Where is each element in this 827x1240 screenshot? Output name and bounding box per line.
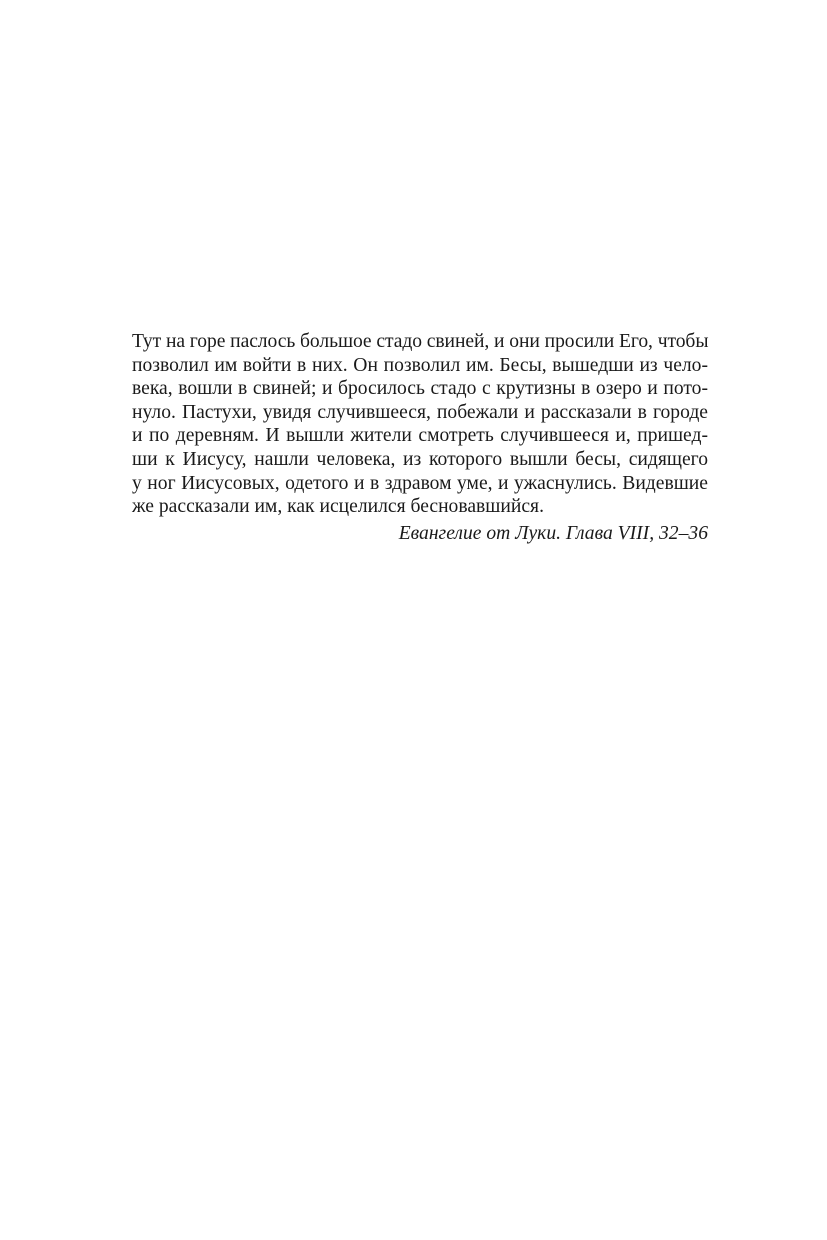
epigraph-source: Евангелие от Луки. Глава VIII, 32–36 bbox=[398, 522, 708, 544]
epigraph-line-6: ши к Иисусу, нашли человека, из которого вышли бесы, сидящего bbox=[132, 448, 708, 470]
epigraph-line-1: Тут на горе паслось большое стадо свиней, и они просили Его, чтобы bbox=[132, 331, 709, 352]
epigraph-line-3: века, вошли в свиней; и бросилось стадо с крутизны в озеро и пото- bbox=[132, 378, 708, 400]
epigraph-line-2: позволил им войти в них. Он позволил им. Бесы, вышедши из чело- bbox=[132, 354, 708, 376]
epigraph-line-8: же рассказали им, как исцелился бесновавшийся. bbox=[132, 496, 544, 518]
epigraph-line-5: и по деревням. И вышли жители смотреть случившееся и, пришед- bbox=[132, 425, 708, 447]
epigraph-line-4: нуло. Пастухи, увидя случившееся, побежали и рассказали в городе bbox=[132, 401, 708, 423]
epigraph-line-7: у ног Иисусовых, одетого и в здравом уме, и ужаснулись. Видевшие bbox=[132, 472, 708, 494]
epigraph bbox=[132, 330, 708, 545]
epigraph-text bbox=[132, 330, 708, 519]
